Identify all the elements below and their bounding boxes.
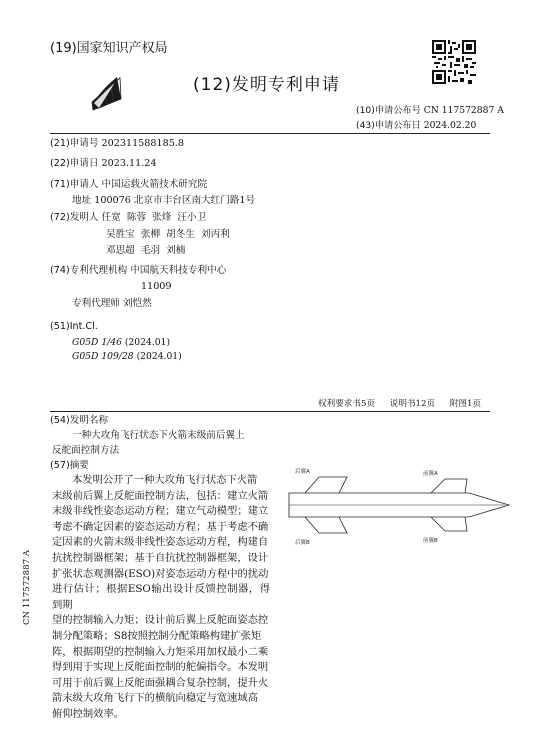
abstract-label: (57)摘要 <box>50 460 89 471</box>
abstract-line: 俯仰控制效率。 <box>52 707 125 720</box>
applicant-line <box>50 179 207 191</box>
title-label: (54)发明名称 <box>50 415 109 426</box>
ipc-2-date: (2024.01) <box>136 351 182 362</box>
inventors-1: 任宽 陈蓉 张烽 汪小卫 <box>101 212 207 223</box>
abstract-rule <box>50 411 490 412</box>
drawings-pages: 附图1页 <box>449 399 482 409</box>
abstract-line: 末级前后翼上反舵面控制方法，包括：建立火箭 <box>52 489 269 502</box>
publication-date-line <box>356 117 476 131</box>
rear-wing-a <box>305 477 347 493</box>
side-publication-number: CN 117572887 A <box>22 550 32 625</box>
abstract-line: 本发明公开了一种大攻角飞行状态下火箭 <box>72 474 258 486</box>
agency-line <box>50 265 226 277</box>
abstract-line: 抗扰控制器框架；基于自抗扰控制器框架，设计 <box>52 551 269 564</box>
agent-line <box>72 298 152 310</box>
application-number: 202311588185.8 <box>101 138 184 149</box>
ipc-1 <box>72 337 170 348</box>
agency: 中国航天科技专利中心 <box>130 265 227 276</box>
ipc-2 <box>72 351 182 362</box>
address-label: 地址 <box>72 195 92 206</box>
cnipa-logo-icon <box>86 72 128 114</box>
publication-number-line <box>356 102 504 116</box>
abstract-line: 末级非线性姿态运动方程；建立气动模型；建立 <box>52 505 269 518</box>
abstract-line: 可用于前后翼上反舵面强耦合复杂控制，提升火 <box>52 676 269 689</box>
figure-label-rear-b: 后翼B <box>295 540 310 546</box>
address: 100076 北京市丰台区南大红门路1号 <box>94 195 256 206</box>
front-wing-b <box>431 517 467 531</box>
agent: 刘恺然 <box>123 298 152 309</box>
inventors-2: 吴胜宝 张柳 胡冬生 刘丙利 <box>106 229 230 240</box>
header-rule <box>50 133 490 134</box>
claims-pages: 权利要求书5页 <box>318 399 376 409</box>
abstract-line: 扩张状态观测器(ESO)对姿态运动方程中的扰动 <box>52 567 269 580</box>
qr-code <box>432 40 476 84</box>
abstract-text <box>52 473 270 723</box>
front-wing-a <box>431 479 467 493</box>
sheet-counts <box>318 397 493 409</box>
application-number-line <box>50 138 184 150</box>
title-line-2: 反舵面控制方法 <box>52 445 120 456</box>
intcl-label: (51)Int.Cl. <box>50 321 98 332</box>
abstract-line: 制分配策略；S8按照控制分配策略构建扩张矩 <box>52 629 262 642</box>
figure-label-rear-a: 后翼A <box>295 469 310 475</box>
abstract-line: 定因素的火箭末级非线性姿态运动方程，构建自 <box>52 536 269 549</box>
application-number-label: (21)申请号 <box>50 138 99 149</box>
filing-date-line <box>50 158 156 170</box>
abstract-line: 考虑不确定因素的姿态运动方程；基于考虑不确 <box>52 520 269 533</box>
abstract-line: 进行估计；根据ESO输出设计反馈控制器，得到期 <box>52 583 270 611</box>
agency-label: (74)专利代理机构 <box>50 265 128 276</box>
publication-number: CN 117572887 A <box>423 105 504 116</box>
figure-label-front-b: 前翼B <box>423 538 438 544</box>
filing-date-label: (22)申请日 <box>50 158 99 169</box>
document-type: (12)发明专利申请 <box>193 75 340 95</box>
inventors-line-1 <box>50 212 206 224</box>
abstract-line: 得到用于实现上反舵面控制的舵偏指令。本发明 <box>52 661 269 674</box>
applicant: 中国运载火箭技术研究院 <box>101 179 208 190</box>
applicant-label: (71)申请人 <box>50 179 99 190</box>
agent-label: 专利代理师 <box>72 298 120 309</box>
description-pages: 说明书12页 <box>389 399 436 409</box>
abstract-line: 箭末级大攻角飞行下的横航向稳定与宽速域高 <box>52 692 258 705</box>
abstract-line: 望的控制输入力矩；设计前后翼上反舵面姿态控 <box>52 614 269 627</box>
title-line-1: 一种大攻角飞行状态下火箭末级前后翼上 <box>72 430 245 441</box>
address-line <box>72 195 255 207</box>
publication-date: 2024.02.20 <box>423 120 477 131</box>
office-name: (19)国家知识产权局 <box>50 41 168 56</box>
figure-label-front-a: 前翼A <box>423 471 438 477</box>
filing-date: 2023.11.24 <box>101 158 157 169</box>
inventors-label: (72)发明人 <box>50 212 99 223</box>
agency-code: 11009 <box>141 281 172 292</box>
ipc-1-code: G05D 1/46 <box>72 337 122 348</box>
publication-date-label: (43)申请公布日 <box>356 120 421 131</box>
publication-number-label: (10)申请公布号 <box>356 105 421 116</box>
inventors-3: 邓思超 毛羽 刘楠 <box>106 245 186 256</box>
ipc-1-date: (2024.01) <box>124 337 171 348</box>
rear-wing-b <box>305 517 347 533</box>
rocket-stage-figure <box>283 460 519 550</box>
ipc-2-code: G05D 109/28 <box>72 351 134 362</box>
abstract-line: 阵，根据期望的控制输入力矩采用加权最小二乘 <box>52 645 269 658</box>
